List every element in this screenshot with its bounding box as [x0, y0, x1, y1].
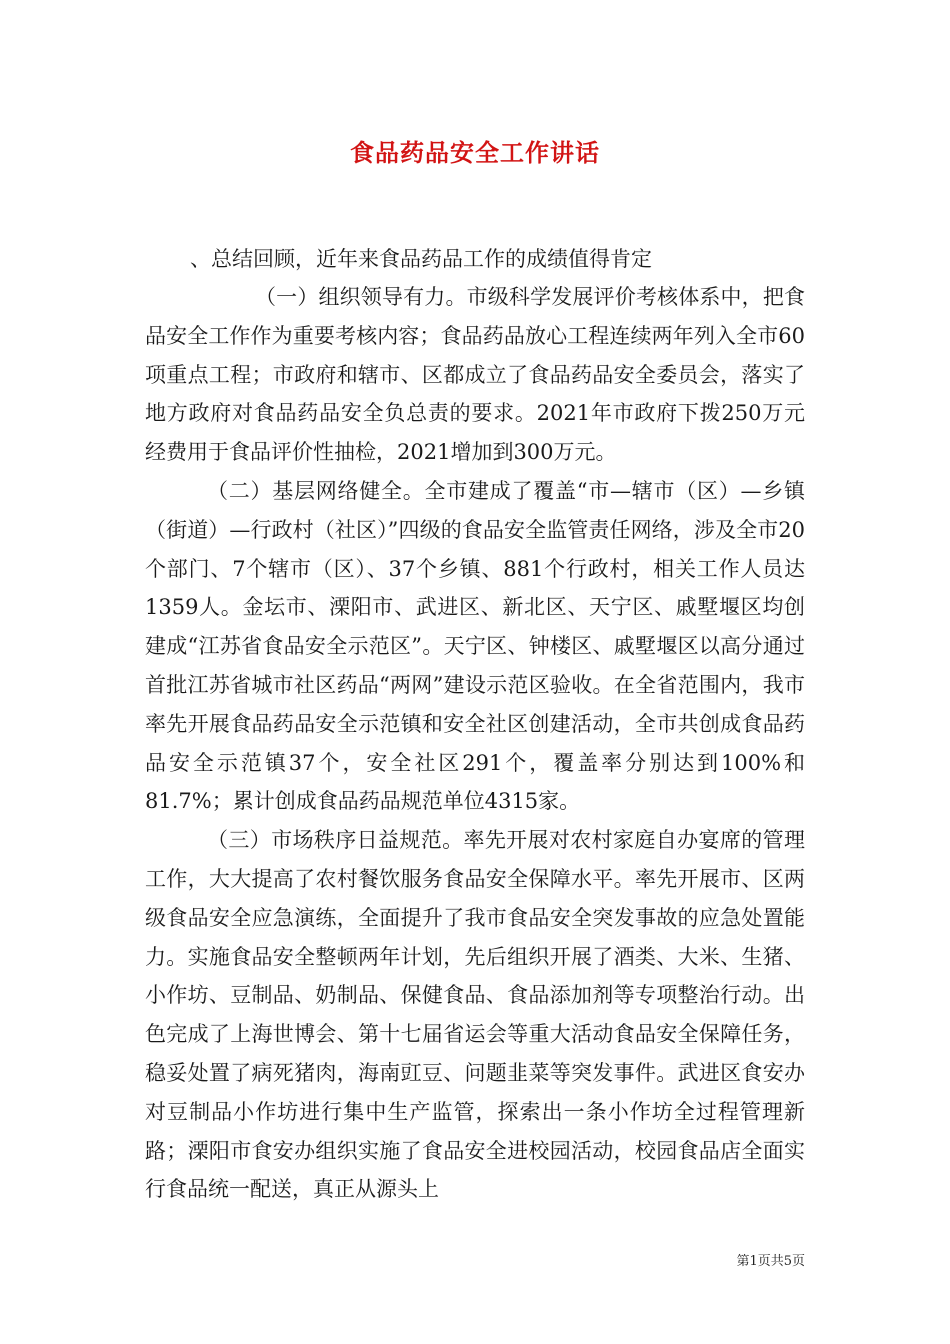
document-title: 食品药品安全工作讲话	[350, 139, 600, 167]
section-heading: 、总结回顾，近年来食品药品工作的成绩值得肯定	[190, 247, 652, 271]
paragraph-network: （二）基层网络健全。全市建成了覆盖“市—辖市（区）—乡镇（街道）—行政村（社区）”四级的食品安全监管责任网络，涉及全市20个部门、7个辖市（区）、37个乡镇、881个行政村，相关工作人员达1359人。金坛市、溧阳市、武进区、新北区、天宁区、戚墅堰区均创建成“江苏省食品安全示范区”。天宁区、钟楼区、戚墅堰区以高分通过首批江苏省城市社区药品“两网”建设示范区验收。在全省范围内，我市率先开展食品药品安全示范镇和安全社区创建活动，全市共创成食品药品安全示范镇37个，安全社区291个，覆盖率分别达到100%和81.7%；累计创成食品药品规范单位4315家。	[145, 478, 805, 814]
document-body	[145, 240, 805, 1209]
paragraph-organization: （一）组织领导有力。市级科学发展评价考核体系中，把食品安全工作作为重要考核内容；食品药品放心工程连续两年列入全市60项重点工程；市政府和辖市、区都成立了食品药品安全委员会，落实了地方政府对食品药品安全负总责的要求。2021年市政府下拨250万元经费用于食品评价性抽检，2021增加到300万元。	[145, 285, 805, 465]
page-number: 第1页共5页	[736, 1254, 805, 1269]
paragraph-market-order: （三）市场秩序日益规范。率先开展对农村家庭自办宴席的管理工作，大大提高了农村餐饮服务食品安全保障水平。率先开展市、区两级食品安全应急演练，全面提升了我市食品安全突发事故的应急处置能力。实施食品安全整顿两年计划，先后组织开展了酒类、大米、生猪、小作坊、豆制品、奶制品、保健食品、食品添加剂等专项整治行动。出色完成了上海世博会、第十七届省运会等重大活动食品安全保障任务，稳妥处置了病死猪肉，海南豇豆、问题韭菜等突发事件。武进区食安办对豆制品小作坊进行集中生产监管，探索出一条小作坊全过程管理新路；溧阳市食安办组织实施了食品安全进校园活动，校园食品店全面实行食品统一配送，真正从源头上	[145, 828, 805, 1202]
